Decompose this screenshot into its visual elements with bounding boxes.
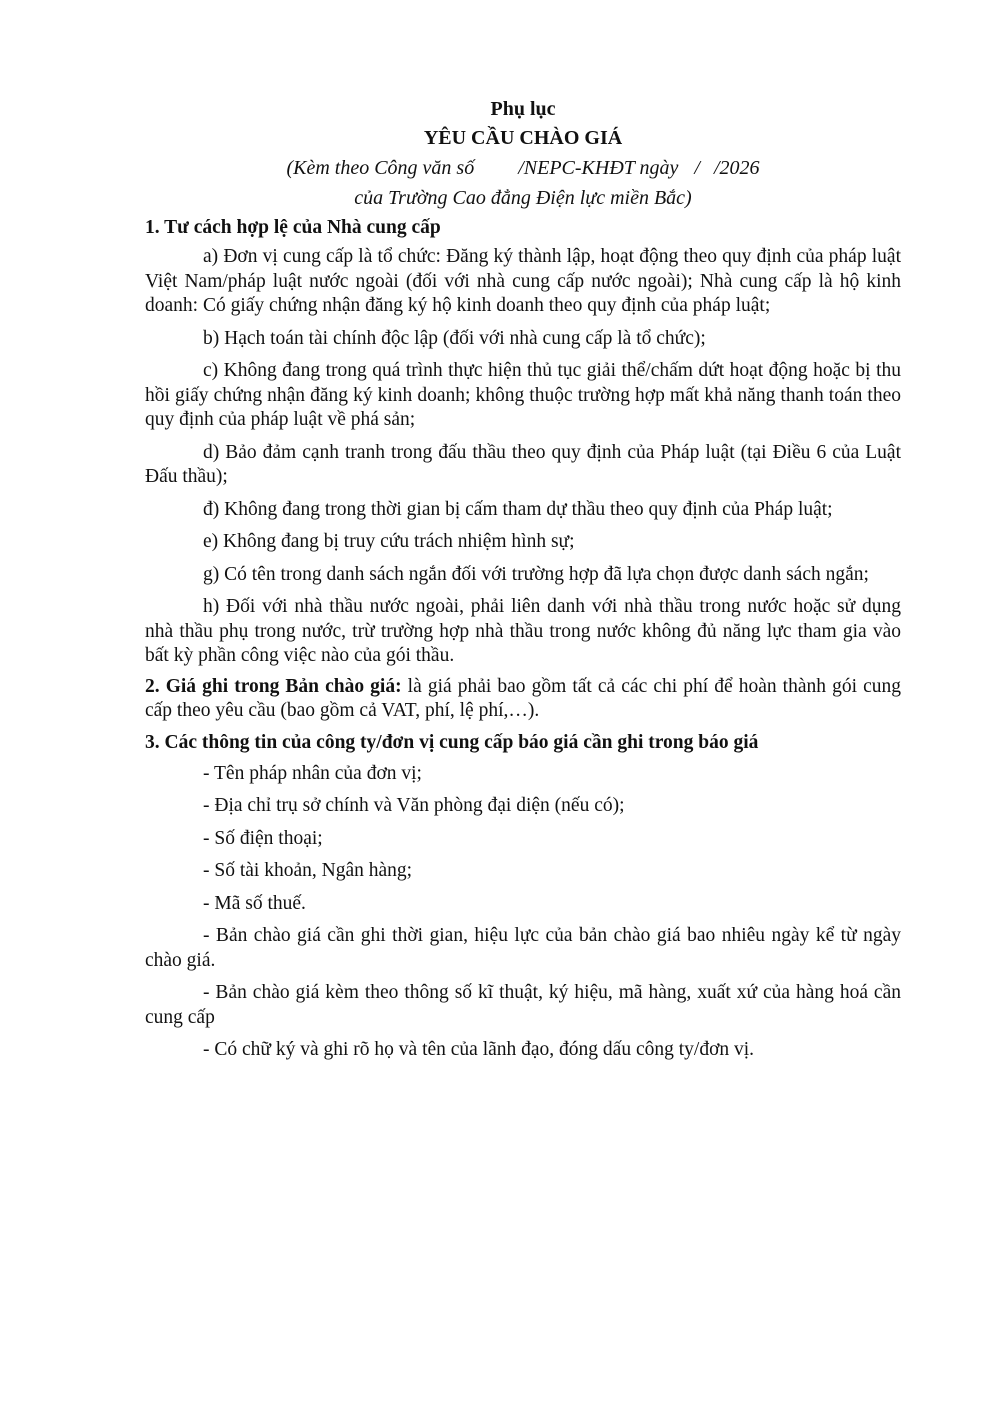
subtitle-part4: /2026 [713, 157, 760, 179]
section3-item-legal-name: - Tên pháp nhân của đơn vị; [203, 762, 422, 784]
section1-item-h: h) Đối với nhà thầu nước ngoài, phải liên danh với nhà thầu trong nước hoặc sử dụng nhà thầu phụ trong nước, trừ trường hợp nhà thầu trong nước không đủ năng lực tham gia vào bất kỳ phần công việc nào của gói thầu. [145, 596, 901, 666]
section3-item-validity: - Bản chào giá cần ghi thời gian, hiệu lực của bản chào giá bao nhiêu ngày kể từ ngày chào giá. [145, 925, 901, 971]
section1-item-b: b) Hạch toán tài chính độc lập (đối với nhà cung cấp là tổ chức); [203, 327, 706, 349]
section2-paragraph [145, 675, 901, 724]
section1-item-g: g) Có tên trong danh sách ngắn đối với trường hợp đã lựa chọn được danh sách ngắn; [203, 563, 869, 585]
document-subtitle-line2: của Trường Cao đẳng Điện lực miền Bắc) [354, 187, 692, 209]
document-subtitle [145, 153, 901, 183]
section1-item-d: d) Bảo đảm cạnh tranh trong đấu thầu theo quy định của Pháp luật (tại Điều 6 của Luật Đấu thầu); [145, 441, 901, 487]
subtitle-part1: (Kèm theo Công văn số [286, 157, 475, 179]
subtitle-part3: / [694, 157, 700, 179]
section1-item-a: a) Đơn vị cung cấp là tổ chức: Đăng ký thành lập, hoạt động theo quy định của pháp luật Việt Nam/pháp luật nước ngoài (đối với nhà cung cấp nước ngoài); Nhà cung cấp là hộ kinh doanh: Có giấy chứng nhận đăng ký hộ kinh doanh theo quy định của pháp luật; [145, 246, 901, 316]
section3-item-specs: - Bản chào giá kèm theo thông số kĩ thuật, ký hiệu, mã hàng, xuất xứ của hàng hoá cần cung cấp [145, 982, 901, 1028]
section3-item-phone: - Số điện thoại; [203, 827, 323, 849]
subtitle-part2: /NEPC-KHĐT ngày [518, 157, 679, 179]
appendix-label: Phụ lục [490, 98, 556, 120]
document-title: YÊU CẦU CHÀO GIÁ [423, 127, 623, 149]
section1-item-e: e) Không đang bị truy cứu trách nhiệm hình sự; [203, 531, 575, 552]
section2-heading: 2. Giá ghi trong Bản chào giá: [145, 675, 402, 697]
section3-item-bank: - Số tài khoản, Ngân hàng; [203, 860, 413, 881]
section1-item-c: c) Không đang trong quá trình thực hiện thủ tục giải thể/chấm dứt hoạt động hoặc bị thu hồi giấy chứng nhận đăng ký kinh doanh; không thuộc trường hợp mất khả năng thanh toán theo quy định của pháp luật về phá sản; [145, 360, 901, 430]
section1-heading: 1. Tư cách hợp lệ của Nhà cung cấp [145, 217, 441, 238]
section1-item-dd: đ) Không đang trong thời gian bị cấm tham dự thầu theo quy định của Pháp luật; [203, 498, 833, 520]
section3-item-address: - Địa chỉ trụ sở chính và Văn phòng đại diện (nếu có); [203, 795, 625, 816]
section3-item-signature: - Có chữ ký và ghi rõ họ và tên của lãnh đạo, đóng dấu công ty/đơn vị. [203, 1039, 755, 1060]
section3-item-tax: - Mã số thuế. [203, 892, 306, 914]
section3-heading: 3. Các thông tin của công ty/đơn vị cung cấp báo giá cần ghi trong báo giá [145, 731, 759, 753]
section2-text: là giá phải bao gồm tất cả các chi phí để hoàn thành gói cung cấp theo yêu cầu (bao gồm cả VAT, phí, lệ phí,…). [145, 675, 901, 721]
document-page [145, 95, 901, 1063]
